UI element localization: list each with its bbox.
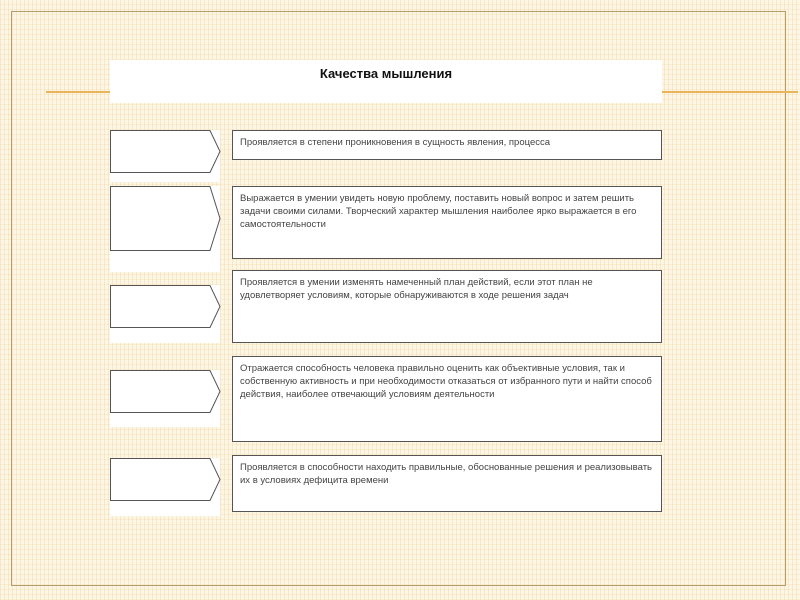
slide-title: Качества мышления bbox=[319, 66, 453, 81]
arrow-label-5 bbox=[110, 458, 222, 502]
arrow-label-2 bbox=[110, 186, 222, 252]
arrow-label-4 bbox=[110, 370, 222, 414]
description-2: Выражается в умении увидеть новую проблему, поставить новый вопрос и затем решить задачи своими силами. Творческий характер мышления наиболее ярко выражается в его самостоятельности bbox=[232, 186, 662, 259]
description-5: Проявляется в способности находить правильные, обоснованные решения и реализовывать их в условиях дефицита времени bbox=[232, 455, 662, 512]
title-box bbox=[110, 60, 662, 103]
arrow-label-3 bbox=[110, 285, 222, 329]
arrow-label-1 bbox=[110, 130, 222, 174]
description-4: Отражается способность человека правильно оценить как объективные условия, так и собственную активность и при необходимости отказаться от избранного пути и найти способ действия, наиболее отвечающий условиям деятельности bbox=[232, 356, 662, 442]
description-3: Проявляется в умении изменять намеченный план действий, если этот план не удовлетворяет условиям, которые обнаруживаются в ходе решения задач bbox=[232, 270, 662, 343]
description-1: Проявляется в степени проникновения в сущность явления, процесса bbox=[232, 130, 662, 160]
